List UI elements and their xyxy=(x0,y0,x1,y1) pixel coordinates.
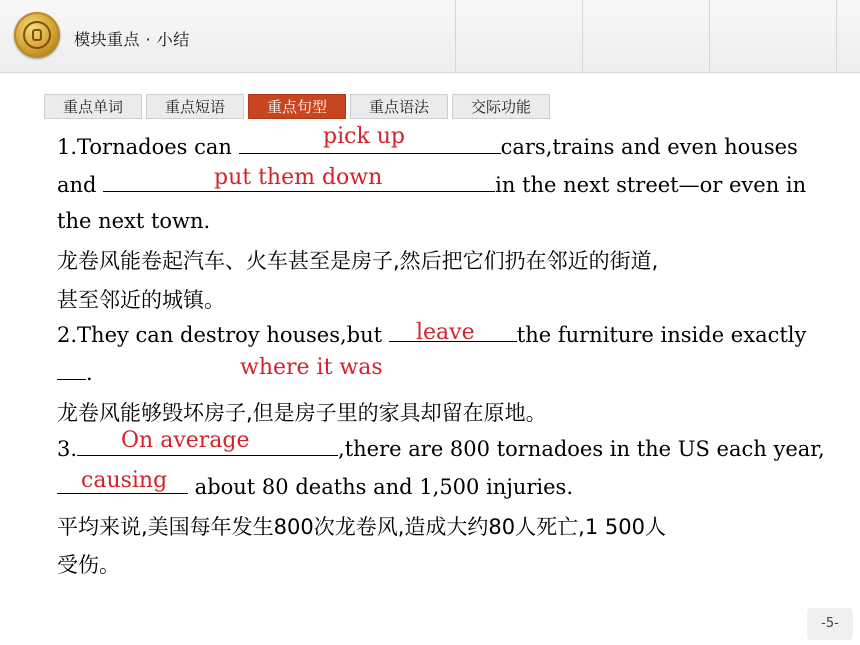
q1-text: 1.Tornadoes can xyxy=(57,135,239,159)
tab-key-words[interactable]: 重点单词 xyxy=(44,94,142,119)
q1-line1 xyxy=(57,134,798,159)
header-divider xyxy=(836,0,837,72)
q3-translation: 平均来说,美国每年发生800次龙卷风,造成大约80人死亡,1 500人 xyxy=(57,515,666,539)
q3-text: ,there are 800 tornadoes in the US each year, xyxy=(338,437,825,461)
answer-text: leave xyxy=(416,320,475,345)
q1-line2 xyxy=(57,172,806,197)
answer-blank xyxy=(57,360,86,380)
header-divider xyxy=(455,0,456,72)
q2-translation: 龙卷风能够毁坏房子,但是房子里的家具却留在原地。 xyxy=(57,401,547,425)
page-title: 模块重点 · 小结 xyxy=(74,30,190,49)
school-logo-icon xyxy=(14,12,60,58)
header-bar xyxy=(0,0,860,73)
q3-text: about 80 deaths and 1,500 injuries. xyxy=(188,475,573,499)
q2-line2 xyxy=(57,360,93,385)
tab-communication[interactable]: 交际功能 xyxy=(452,94,550,119)
q3-text: 3. xyxy=(57,437,78,461)
q1-translation: 龙卷风能卷起汽车、火车甚至是房子,然后把它们扔在邻近的街道, xyxy=(57,249,659,273)
q1-text: cars,trains and even houses xyxy=(500,135,798,159)
answer-text: pick up xyxy=(323,124,406,149)
q1-text: and xyxy=(57,173,104,197)
tab-key-grammar[interactable]: 重点语法 xyxy=(350,94,448,119)
tab-key-phrases[interactable]: 重点短语 xyxy=(146,94,244,119)
header-divider xyxy=(709,0,710,72)
q2-text: the furniture inside exactly xyxy=(516,323,807,347)
q3-translation: 受伤。 xyxy=(57,553,120,577)
q2-text: . xyxy=(86,361,93,385)
q1-translation: 甚至邻近的城镇。 xyxy=(57,288,225,312)
answer-text: On average xyxy=(121,428,250,453)
answer-text: causing xyxy=(81,468,168,493)
q1-text: in the next street—or even in xyxy=(495,173,807,197)
q1-line3: the next town. xyxy=(57,209,211,233)
tab-key-sentences[interactable]: 重点句型 xyxy=(248,94,346,119)
header-divider xyxy=(582,0,583,72)
page-number-box xyxy=(807,608,853,640)
answer-text: put them down xyxy=(214,165,383,190)
answer-text: where it was xyxy=(240,355,383,380)
page-number: -5- xyxy=(821,616,839,631)
q2-text: 2.They can destroy houses,but xyxy=(57,323,389,347)
